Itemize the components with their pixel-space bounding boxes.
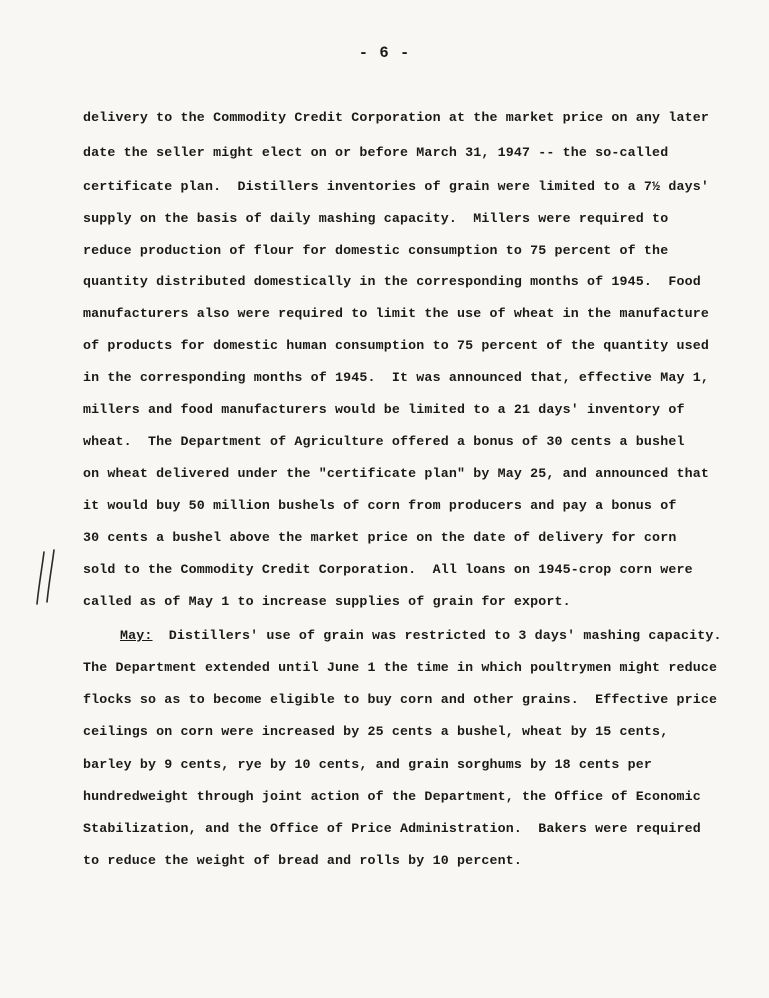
text-line: on wheat delivered under the "certificate plan" by May 25, and announced that bbox=[83, 466, 709, 481]
text-line: The Department extended until June 1 the time in which poultrymen might reduce bbox=[83, 660, 718, 675]
text-line: quantity distributed domestically in the corresponding months of 1945. Food bbox=[83, 274, 701, 289]
text-line: in the corresponding months of 1945. It was announced that, effective May 1, bbox=[83, 370, 709, 385]
text-line: wheat. The Department of Agriculture offered a bonus of 30 cents a bushel bbox=[83, 434, 685, 449]
page-number: - 6 - bbox=[358, 44, 411, 62]
text-line: date the seller might elect on or before March 31, 1947 -- the so-called bbox=[83, 145, 669, 160]
text-line: to reduce the weight of bread and rolls by 10 percent. bbox=[83, 853, 522, 868]
month-label-may: May: bbox=[120, 628, 153, 643]
text-line: hundredweight through joint action of the Department, the Office of Economic bbox=[83, 789, 701, 804]
text-line: delivery to the Commodity Credit Corporation at the market price on any later bbox=[83, 110, 709, 125]
text-line: ceilings on corn were increased by 25 cents a bushel, wheat by 15 cents, bbox=[83, 724, 669, 739]
text-line: Stabilization, and the Office of Price Administration. Bakers were required bbox=[83, 821, 701, 836]
text-line: certificate plan. Distillers inventories of grain were limited to a 7½ days' bbox=[83, 179, 709, 194]
text-line: Distillers' use of grain was restricted to 3 days' mashing capacity. bbox=[152, 628, 722, 643]
text-line: barley by 9 cents, rye by 10 cents, and grain sorghums by 18 cents per bbox=[83, 757, 653, 772]
text-line: called as of May 1 to increase supplies of grain for export. bbox=[83, 594, 571, 609]
text-line: supply on the basis of daily mashing capacity. Millers were required to bbox=[83, 211, 669, 226]
text-line: flocks so as to become eligible to buy corn and other grains. Effective price bbox=[83, 692, 718, 707]
text-line: manufacturers also were required to limit the use of wheat in the manufacture bbox=[83, 306, 709, 321]
text-line: it would buy 50 million bushels of corn from producers and pay a bonus of bbox=[83, 498, 677, 513]
text-line: of products for domestic human consumption to 75 percent of the quantity used bbox=[83, 338, 709, 353]
text-line: reduce production of flour for domestic consumption to 75 percent of the bbox=[83, 243, 669, 258]
text-line: millers and food manufacturers would be limited to a 21 days' inventory of bbox=[83, 402, 685, 417]
handwritten-margin-mark bbox=[30, 548, 70, 608]
may-paragraph-first-line bbox=[120, 628, 722, 644]
text-line: sold to the Commodity Credit Corporation. All loans on 1945-crop corn were bbox=[83, 562, 693, 577]
text-line: 30 cents a bushel above the market price on the date of delivery for corn bbox=[83, 530, 677, 545]
